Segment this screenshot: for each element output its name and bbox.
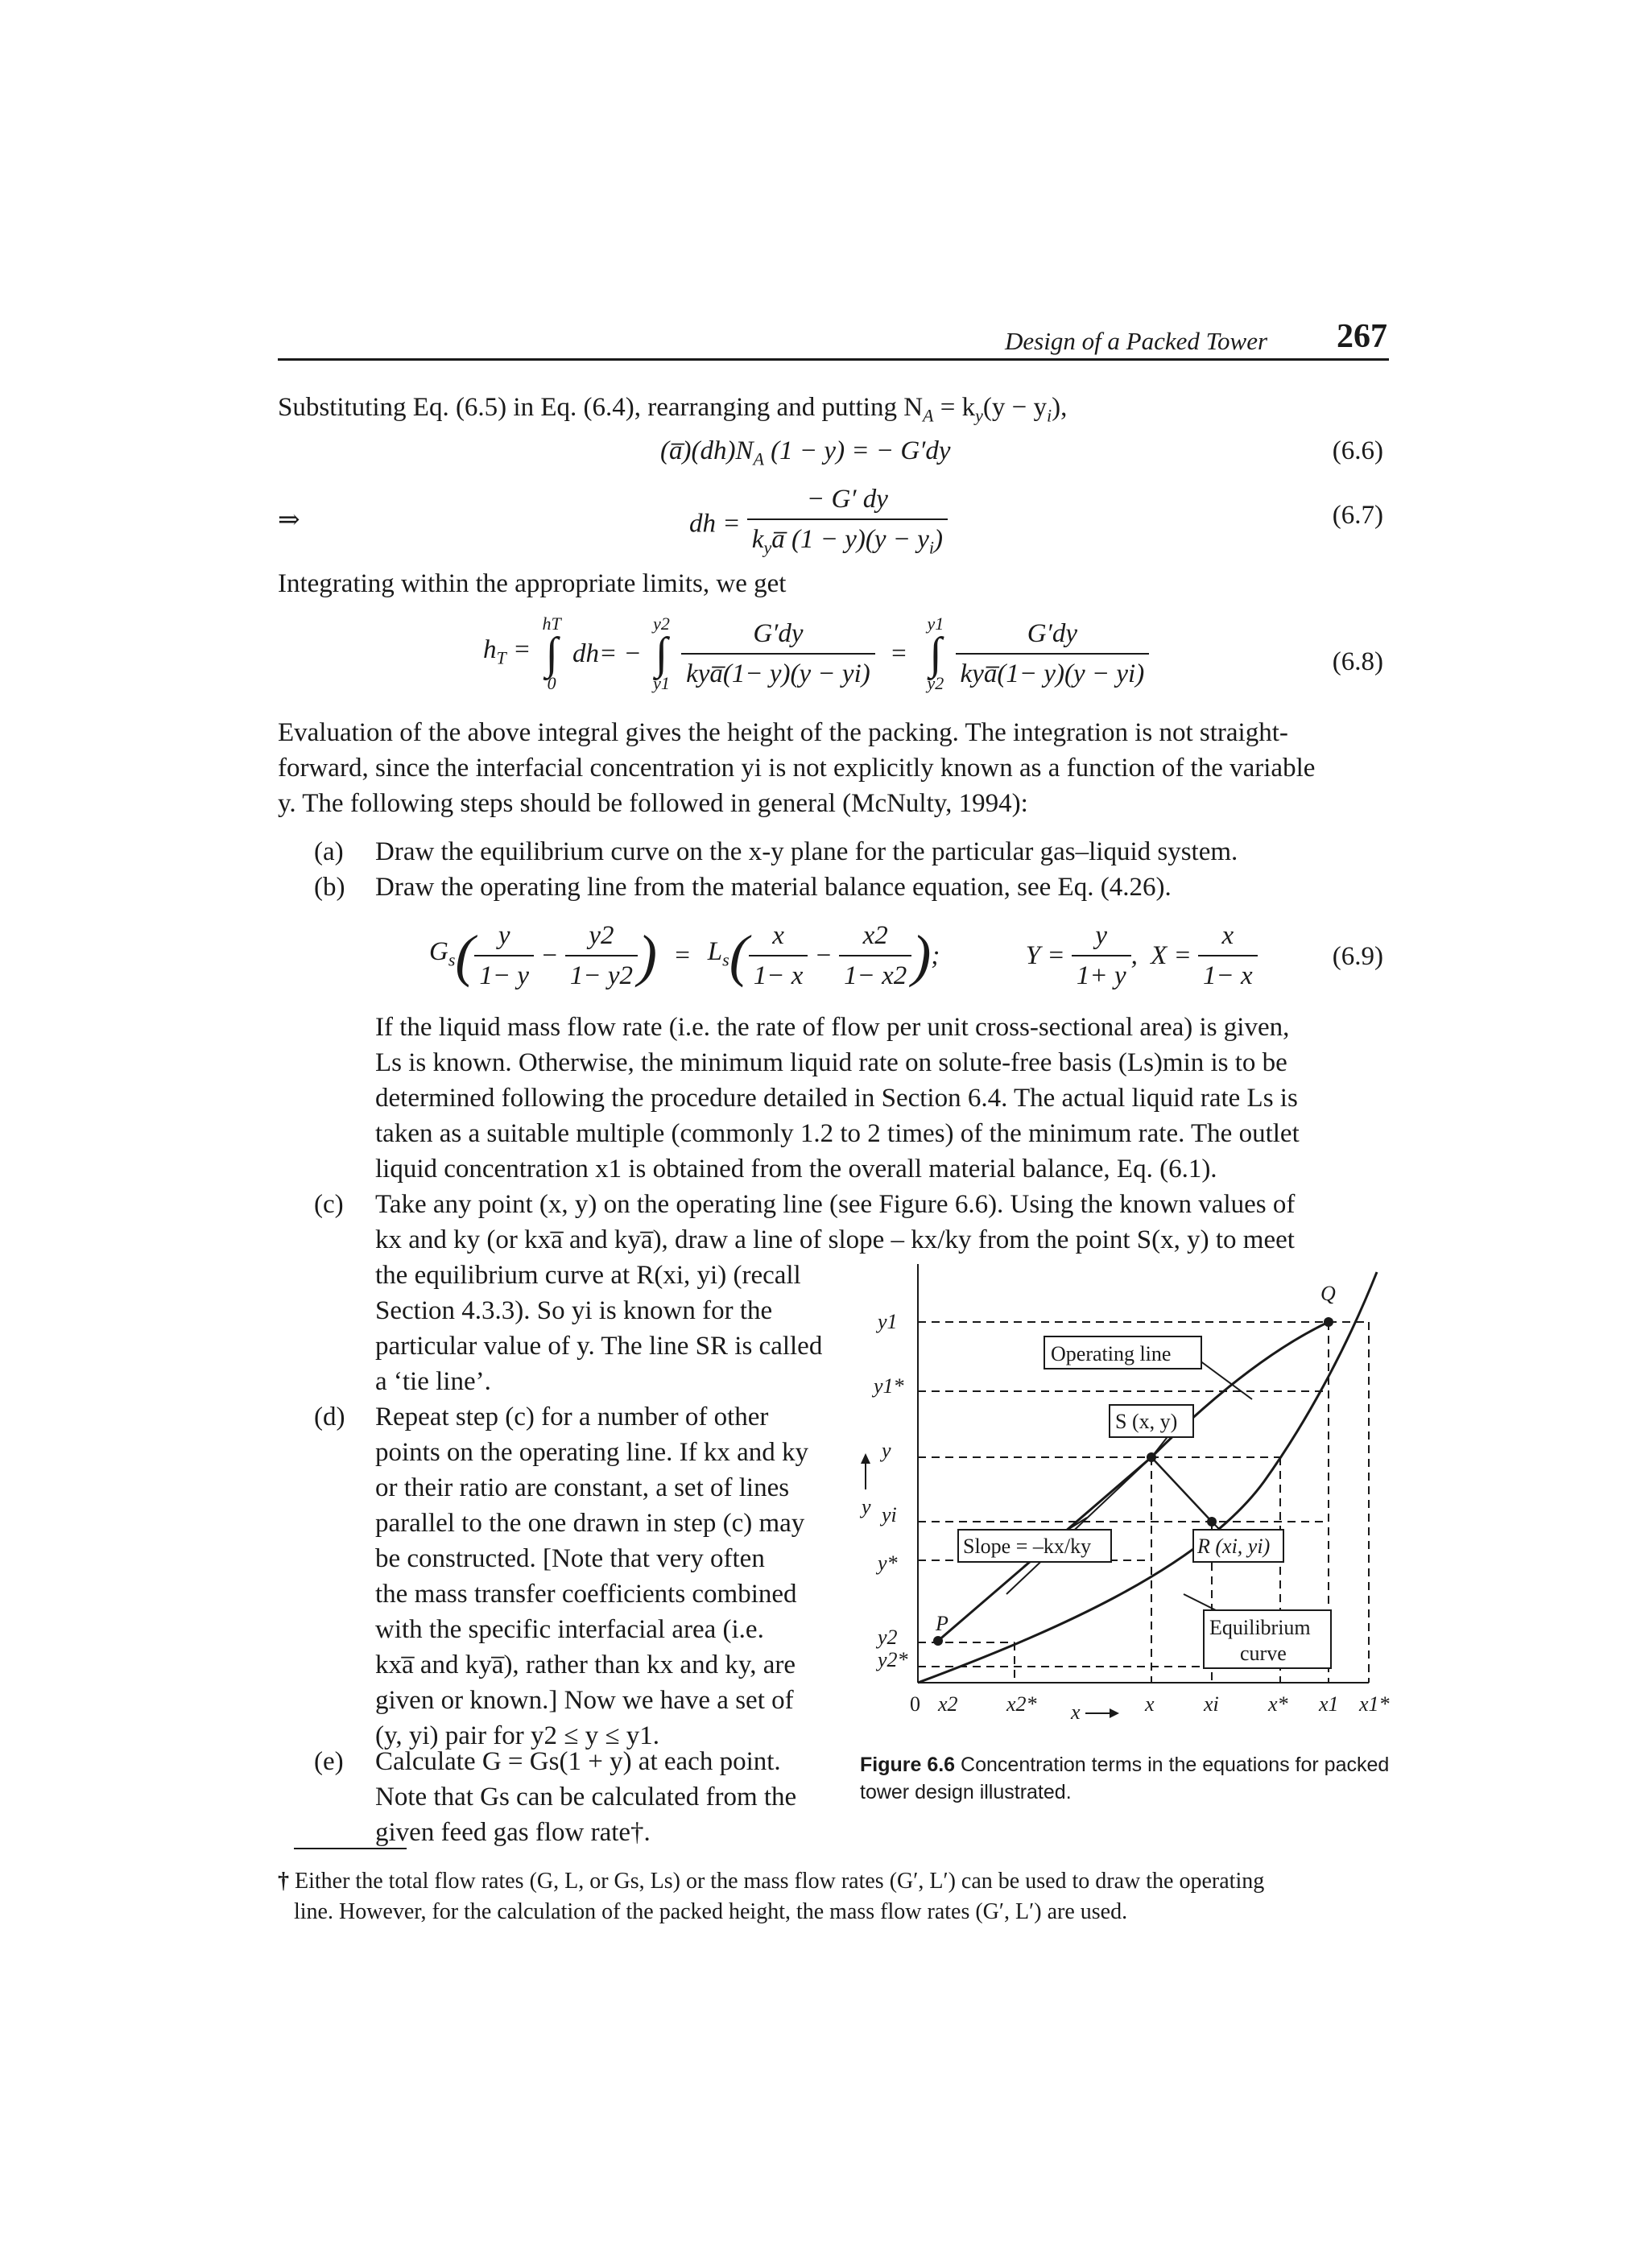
y-tick-y-star: y* xyxy=(878,1551,898,1575)
figure-6-6-diagram xyxy=(845,1256,1409,1739)
y-tick-y1: y1 xyxy=(878,1310,898,1333)
step-a-label: (a) xyxy=(314,837,344,866)
point-p xyxy=(933,1636,943,1646)
step-e-text: Calculate G = Gs(1 + y) at each point. Note that Gs can be calculated from the given feed gas flow rate†. xyxy=(375,1747,797,1847)
y-tick-y: y xyxy=(882,1439,891,1462)
paragraph-intro: Substituting Eq. (6.5) in Eq. (6.4), rearranging and putting $N_A = k_y(y - y_i)$, xyxy=(278,393,1068,426)
step-d-label: (d) xyxy=(314,1403,345,1431)
footnote: † Either the total flow rates (G, L, or Gs, Ls) or the mass flow rates (G′, L′) can be used to draw the operating line. However, for the calculation of the packed height, the mass flow rates (G′, L′) are used. xyxy=(278,1869,1265,1924)
x-tick-x1: x1 xyxy=(1319,1692,1339,1716)
x-tick-x-star: x* xyxy=(1268,1692,1288,1716)
slope-line xyxy=(1006,1457,1151,1594)
step-e-label: (e) xyxy=(314,1747,344,1776)
x-axis-arrow-head xyxy=(1110,1708,1119,1718)
x-tick-x1-star: x1* xyxy=(1359,1692,1390,1716)
y-tick-y2: y2 xyxy=(878,1626,898,1649)
step-c-label: (c) xyxy=(314,1190,344,1219)
x-tick-x2: x2 xyxy=(938,1692,958,1716)
equation-number-6-9: (6.9) xyxy=(1332,942,1383,971)
tie-line-sr xyxy=(1151,1457,1212,1522)
step-b-paragraph: If the liquid mass flow rate (i.e. the rate of flow per unit cross-sectional area) is given, Ls is known. Otherwise, the minimum liquid rate on solute-free basis (Ls)min is to be determined following the procedure detailed in Section 6.4. The actual liquid rate Ls is taken as a suitable multiple (commonly 1.2 to 2 times) of the minimum rate. The outlet liquid concentration x1 is obtained from the overall material balance, Eq. (6.1). xyxy=(375,1013,1300,1184)
header-rule xyxy=(278,358,1389,361)
equilibrium-label: Equilibrium xyxy=(1209,1616,1311,1639)
implies-arrow: ⇒ xyxy=(278,506,300,535)
x-tick-x: x xyxy=(1145,1692,1155,1716)
running-title: Design of a Packed Tower xyxy=(1005,327,1268,355)
paragraph-evaluation: Evaluation of the above integral gives the height of the packing. The integration is not straight- forward, since the interfacial concentration yi is not explicitly known as a function of the variable y. The following steps should be followed in general (McNulty, 1994): xyxy=(278,718,1316,818)
equation-number-6-8: (6.8) xyxy=(1332,647,1383,676)
x-axis-label: x xyxy=(1071,1700,1081,1724)
y-tick-y1-star: y1* xyxy=(874,1374,904,1398)
footnote-rule xyxy=(294,1848,407,1849)
page-number: 267 xyxy=(1337,318,1387,355)
operating-line-label: Operating line xyxy=(1051,1342,1172,1365)
equation-number-6-7: (6.7) xyxy=(1332,501,1383,530)
figure-caption: Figure 6.6 Concentration terms in the equations for packed tower design illustrated. xyxy=(860,1754,1390,1803)
y-axis-arrow-head xyxy=(861,1453,870,1464)
step-d-text: Repeat step (c) for a number of other points on the operating line. If kx and ky or their ratio are constant, a set of lines parallel to the one drawn in step (c) may be constructed. [Note that very often the mass transfer coefficients combined with the specific interfacial area (i.e. kxa̅ and kya̅), rather than kx and ky, are given or known.] Now we have a set of (y, yi) pair for y2 ≤ y ≤ y1. xyxy=(375,1403,808,1750)
x-tick-xi: xi xyxy=(1204,1692,1219,1716)
operating-line xyxy=(938,1322,1329,1641)
step-b-text: Draw the operating line from the material balance equation, see Eq. (4.26). xyxy=(375,873,1172,902)
equation-6-9: $G_s$( $\frac{y}{1- y}$ − $\frac{y2}{1- y2}$ ) = $L_s$( $\frac{x}{1- x}$ − $\frac{x2}{1- x2}$ ); Y = $\frac{y}{1+ y}$ , X = $\frac{x}{1- x}$ xyxy=(429,918,1258,994)
step-a-text: Draw the equilibrium curve on the x-y plane for the particular gas–liquid system. xyxy=(375,837,1238,866)
equation-number-6-6: (6.6) xyxy=(1332,436,1383,465)
y-tick-y2-star: y2* xyxy=(878,1648,908,1671)
y-tick-yi: yi xyxy=(882,1503,897,1526)
p-label: P xyxy=(936,1612,948,1635)
paragraph-integrating: Integrating within the appropriate limits, we get xyxy=(278,569,787,598)
step-c-text-narrow: the equilibrium curve at R(xi, yi) (recall Section 4.3.3). So yi is known for the particular value of y. The line SR is called a ‘tie line’. xyxy=(375,1261,823,1396)
q-label: Q xyxy=(1320,1282,1336,1305)
curve-label: curve xyxy=(1240,1642,1287,1665)
leader-operating xyxy=(1200,1361,1252,1399)
step-b-label: (b) xyxy=(314,873,345,902)
x-tick-x2-star: x2* xyxy=(1006,1692,1037,1716)
step-c-text-wide: Take any point (x, y) on the operating line (see Figure 6.6). Using the known values of kx and ky (or kxa̅ and kya̅), draw a line of slope – kx/ky from the point S(x, y) to meet xyxy=(375,1190,1296,1254)
equation-6-7: dh = $\frac{- G' dy}{k_ya̅ (1 - y)(y - y_i)}$ xyxy=(689,481,948,566)
slope-label: Slope = –kx/ky xyxy=(963,1535,1092,1558)
s-point-label: S (x, y) xyxy=(1115,1410,1178,1433)
point-q xyxy=(1324,1317,1333,1327)
equation-6-8: $h_T$ = hT ∫ 0 dh= − y2 ∫ y1 $\frac{G'dy}{\text{kya̅(1− y)(y − yi)}}$ = y1 ∫ y2 $\frac{G'dy}{\text{kya̅(1− y)(y − yi)}}$ xyxy=(483,615,1149,692)
x-tick-0: 0 xyxy=(910,1692,920,1716)
y-axis-label: y xyxy=(862,1495,871,1518)
equation-6-6: $(a̅)(dh)N_A$ (1 − y) = − G′dy xyxy=(660,436,951,469)
r-point-label: R (xi, yi) xyxy=(1197,1535,1271,1558)
